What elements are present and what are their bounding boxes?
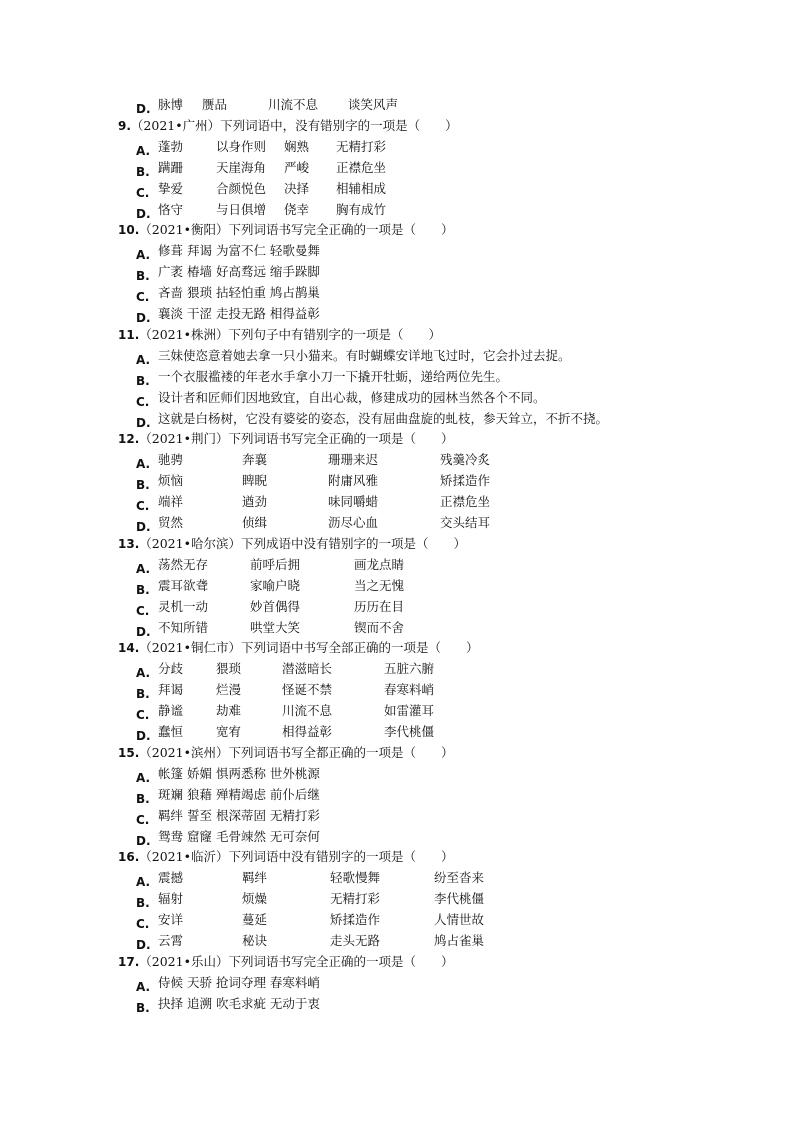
answer-option [136,828,718,848]
option-marker: D. [136,311,151,325]
question-text: （2021•临沂）下列词语中没有错别字的一项是（ ） [139,849,454,865]
option-term: 灵机一动 [158,598,209,614]
option-marker: B. [136,478,150,493]
option-term: 正襟危坐 [336,159,387,175]
option-term: 蓬勃 [158,138,184,154]
option-term: 贸然 [158,515,184,530]
option-term: 无精打彩 [330,891,381,907]
option-marker: C. [136,917,150,932]
option-marker: D. [136,938,151,952]
answer-option [136,97,718,116]
option-term: 前呼后拥 [250,556,301,572]
option-term: 睥睨 [242,473,268,489]
question-stem [118,327,441,343]
option-term: 珊珊来迟 [328,452,379,468]
option-marker: C. [136,603,150,618]
answer-option [136,285,718,305]
question-text: （2021•乐山）下列词语书写完全正确的一项是（ ） [139,953,454,969]
answer-option [136,473,718,493]
answer-option [136,995,718,1015]
option-term: 烦燥 [242,891,268,907]
option-term: 羁绊 誓至 根深蒂固 无精打彩 [158,807,320,823]
option-marker: B. [136,269,150,284]
question-number: 14. [118,641,140,656]
option-marker: A. [136,352,151,367]
question-text: （2021•哈尔滨）下列成语中没有错别字的一项是（ ） [139,535,466,551]
option-term: 脉博 [158,97,184,112]
question-number: 12. [118,432,140,447]
option-term: 如雷灌耳 [384,703,435,719]
option-term: 历历在目 [354,598,405,614]
option-term: 鸠占雀巢 [434,933,485,948]
option-marker: A. [136,457,151,472]
question-number: 11. [118,327,140,342]
question-stem [118,954,453,970]
option-term: 川流不息 [282,703,333,719]
option-term: 分歧 [158,661,184,677]
answer-option [136,201,718,221]
option-term: 鸳鸯 窟窿 毛骨竦然 无可奈何 [158,828,320,844]
option-term: 矫揉造作 [440,473,491,489]
option-term: 蹒跚 [158,159,184,175]
option-term: 烦恼 [158,473,184,489]
option-term: 交头结耳 [440,515,491,530]
option-term: 拜谒 [158,682,184,698]
option-term: 沥尽心血 [328,515,379,530]
option-term: 侦缉 [242,515,268,530]
answer-option [136,912,718,932]
question-stem [118,745,453,761]
option-term: 妙首偶得 [250,598,301,614]
question-stem [118,222,453,238]
option-marker: C. [136,290,150,305]
answer-option [136,368,718,388]
option-term: 川流不息 [268,97,319,112]
option-term: 云霄 [158,933,184,948]
question-stem [118,640,478,656]
option-term: 蠢恒 [158,724,184,739]
option-marker: D. [136,415,151,430]
option-term: 奔襄 [242,452,268,468]
answer-option [136,494,718,514]
answer-option [136,786,718,806]
option-term: 赝品 [202,97,228,112]
question-number: 13. [118,536,140,551]
option-marker: B. [136,373,150,388]
option-term: 相得益彰 [282,724,333,739]
option-term: 设计者和匠师们因地致宜，自出心裁，修建成功的园林当然各个不同。 [158,389,546,405]
answer-option [136,515,718,534]
answer-option [136,159,718,179]
answer-option [136,661,718,681]
option-marker: D. [136,624,151,639]
option-marker: D. [136,206,151,221]
option-term: 广袤 椿墙 好高骛远 缩手跺脚 [158,264,320,280]
answer-option [136,974,718,994]
option-marker: A. [136,979,151,994]
option-marker: D. [136,833,151,848]
answer-option [136,410,718,430]
answer-option [136,577,718,597]
question-text: （2021•广州）下列词语中，没有错别字的一项是（ ） [130,117,458,133]
answer-option [136,703,718,723]
option-term: 纷至沓来 [434,870,485,886]
option-term: 震耳欲聋 [158,577,209,593]
option-marker: B. [136,1000,150,1015]
option-term: 挚爱 [158,180,184,196]
answer-option [136,807,718,827]
option-term: 决择 [284,180,310,196]
option-term: 侥幸 [284,201,310,217]
question-number: 9. [118,118,131,133]
answer-option [136,598,718,618]
option-term: 胸有成竹 [336,201,387,217]
answer-option [136,619,718,639]
answer-option [136,347,718,367]
answer-option [136,682,718,702]
option-term: 五脏六腑 [384,661,435,677]
option-term: 以身作则 [216,138,267,154]
answer-option [136,452,718,472]
option-marker: A. [136,666,151,681]
option-marker: C. [136,708,150,723]
option-term: 李代桃僵 [384,724,435,739]
answer-option [136,138,718,158]
option-term: 残羹冷炙 [440,452,491,468]
option-term: 羁绊 [242,870,268,886]
option-term: 抉择 追溯 吹毛求疵 无动于衷 [158,995,320,1011]
answer-option [136,389,718,409]
question-text: （2021•荆门）下列词语书写完全正确的一项是（ ） [139,431,454,447]
option-term: 无精打彩 [336,138,387,154]
option-term: 秘诀 [242,933,268,948]
option-term: 哄堂大笑 [250,619,301,635]
question-text: （2021•铜仁市）下列词语中书写全部正确的一项是（ ） [139,640,479,656]
option-marker: D. [136,102,151,116]
option-term: 天崖海角 [216,159,267,175]
option-term: 相辅相成 [336,180,387,196]
option-term: 矫揉造作 [330,912,381,928]
question-number: 16. [118,850,140,865]
option-term: 荡然无存 [158,556,209,572]
option-marker: C. [136,185,150,200]
option-term: 不知所错 [158,619,209,635]
option-term: 三妹使恣意着她去拿一只小猫来。有时蝴蝶安详地飞过时，它会扑过去捉。 [158,347,571,363]
option-term: 潜滋暗长 [282,661,333,677]
answer-option [136,933,718,952]
option-term: 修葺 拜谒 为富不仁 轻歌曼舞 [158,243,320,259]
question-number: 17. [118,954,140,969]
option-term: 侍候 天骄 抢词夺理 春寒料峭 [158,974,320,990]
option-term: 合颜悦色 [216,180,267,196]
option-term: 烂漫 [216,682,242,698]
option-term: 震撼 [158,870,184,886]
option-term: 端祥 [158,494,184,510]
option-term: 吝啬 猥琐 拈轻怕重 鸠占鹊巢 [158,285,320,301]
option-marker: B. [136,164,150,179]
option-term: 与日俱增 [216,201,267,217]
answer-option [136,243,718,263]
option-term: 宽宥 [216,724,242,739]
answer-option [136,870,718,890]
answer-option [136,306,718,325]
option-marker: A. [136,248,151,263]
option-term: 猥琐 [216,661,242,677]
question-text: （2021•滨州）下列词语书写全都正确的一项是（ ） [139,744,454,760]
option-marker: B. [136,791,150,806]
option-term: 蔓延 [242,912,268,928]
option-term: 襄淡 干涩 走投无路 相得益彰 [158,306,320,321]
option-marker: B. [136,896,150,911]
answer-option [136,264,718,284]
option-term: 味同嚼蜡 [328,494,379,510]
option-term: 家喻户晓 [250,577,301,593]
answer-option [136,556,718,576]
option-term: 画龙点睛 [354,556,405,572]
question-number: 10. [118,223,140,238]
option-marker: B. [136,687,150,702]
option-term: 娴熟 [284,138,310,154]
option-marker: A. [136,143,151,158]
option-term: 春寒料峭 [384,682,435,698]
answer-option [136,724,718,743]
question-stem [118,536,466,552]
option-marker: B. [136,582,150,597]
answer-option [136,765,718,785]
option-marker: A. [136,561,151,576]
option-marker: C. [136,812,150,827]
option-marker: D. [136,729,151,743]
answer-option [136,180,718,200]
option-term: 轻歌慢舞 [330,870,381,886]
option-term: 安详 [158,912,184,928]
option-term: 这就是白杨树，它没有婆娑的姿态，没有屈曲盘旋的虬枝，参天耸立，不折不挠。 [158,410,609,426]
option-term: 怪诞不禁 [282,682,333,698]
option-term: 劫难 [216,703,242,719]
option-marker: A. [136,875,151,890]
option-term: 李代桃僵 [434,891,485,907]
question-stem [118,118,458,134]
option-marker: D. [136,520,151,534]
option-term: 驰骋 [158,452,184,468]
option-term: 斑斓 狼藉 殚精竭虑 前仆后继 [158,786,320,802]
option-term: 走头无路 [330,933,381,948]
option-term: 恪守 [158,201,184,217]
option-term: 附庸风雅 [328,473,379,489]
option-term: 人情世故 [434,912,485,928]
option-term: 遒劲 [242,494,268,510]
question-stem [118,431,453,447]
option-term: 正襟危坐 [440,494,491,510]
question-number: 15. [118,745,140,760]
option-marker: A. [136,770,151,785]
option-term: 一个衣服褴褛的年老水手拿小刀一下撬开牡蛎，递给两位先生。 [158,368,509,384]
option-term: 辐射 [158,891,184,907]
option-term: 静谧 [158,703,184,719]
option-term: 严峻 [284,159,310,175]
question-text: （2021•株洲）下列句子中有错别字的一项是（ ） [139,326,441,342]
option-marker: C. [136,499,150,514]
question-stem [118,849,453,865]
option-term: 谈笑风声 [348,97,399,112]
option-marker: C. [136,394,150,409]
question-text: （2021•衡阳）下列词语书写完全正确的一项是（ ） [139,222,454,238]
answer-option [136,891,718,911]
option-term: 帐篷 娇媚 惧两悉称 世外桃源 [158,765,320,781]
option-term: 锲而不舍 [354,619,405,635]
option-term: 当之无愧 [354,577,405,593]
